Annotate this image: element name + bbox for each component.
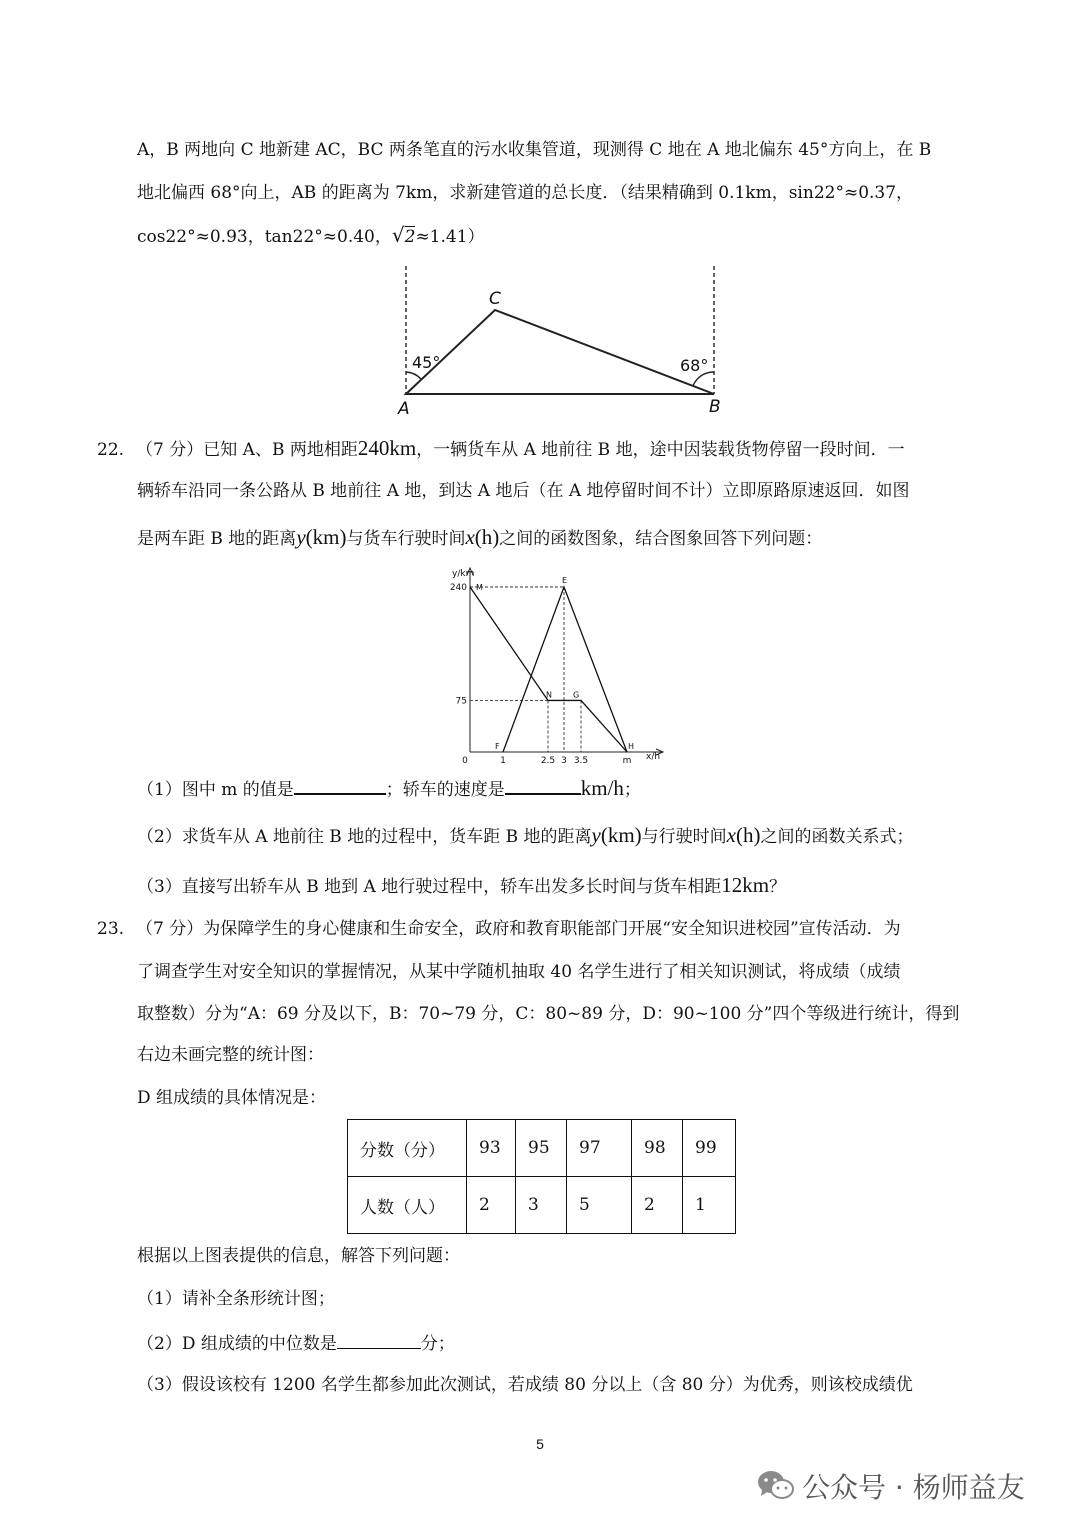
triangle-figure	[395, 262, 725, 422]
table-header-score: 分数（分）	[348, 1120, 467, 1177]
q21-line-2: 地北偏西 68°向上，AB 的距离为 7km，求新建管道的总长度．（结果精确到 0.1km，sin22°≈0.37，	[137, 183, 914, 203]
table-row-scores	[348, 1120, 736, 1177]
series-line-car	[470, 587, 627, 752]
chart-ylabel: y/km	[452, 569, 475, 579]
q22-number: 22.	[97, 440, 125, 460]
x-tick-label: 2.5	[540, 756, 556, 763]
q22-distance: 240km	[357, 436, 417, 460]
q22-intro-cont: ，一辆货车从 A 地前往 B 地，途中因装载货物停留一段时间．一	[416, 440, 905, 460]
q23-intro: （7 分）为保障学生的身心健康和生命安全，政府和教育职能部门开展“安全知识进校园”宣传活动．为	[136, 919, 901, 939]
y-tick-label: 75	[455, 696, 467, 707]
q22-part-3	[137, 873, 786, 899]
x-tick-label: 3	[561, 756, 567, 763]
q23-line-3: 取整数）分为“A：69 分及以下，B：70~79 分，C：80~89 分，D：90~100 分”四个等级进行统计，得到	[137, 1004, 960, 1024]
table-cell-count: 1	[683, 1177, 736, 1234]
q23-line-1	[97, 917, 901, 941]
table-cell-count: 3	[516, 1177, 567, 1234]
label-a: A	[398, 399, 410, 419]
angle-label-b: 68°	[680, 356, 709, 375]
page-number: 5	[536, 1436, 544, 1452]
q23-part2-end: 分；	[420, 1334, 455, 1354]
x-tick-label: 1	[500, 756, 506, 763]
wechat-footer	[756, 1466, 1025, 1506]
q23-part2-text: （2）D 组成绩的中位数是	[137, 1334, 337, 1354]
q21-trig-values: cos22°≈0.93，tan22°≈0.40，	[137, 227, 392, 247]
distance-time-chart	[440, 563, 670, 763]
q23-prompt: 根据以上图表提供的信息，解答下列问题：	[137, 1246, 460, 1266]
sqrt-approx: ≈1.41）	[415, 227, 485, 247]
sqrt-radicand: 2	[404, 227, 416, 247]
q23-d-intro: D 组成绩的具体情况是：	[137, 1088, 327, 1108]
point-label-h: H	[628, 742, 635, 751]
q22-text-b: 与货车行驶时间	[346, 529, 466, 549]
y-tick-label: 240	[449, 583, 467, 593]
series-line-truck	[503, 587, 627, 752]
point-label-m: M	[476, 583, 483, 592]
table-cell-score: 97	[567, 1120, 632, 1177]
q22-part1-speed: ；轿车的速度是	[385, 780, 505, 800]
table-cell-score: 95	[516, 1120, 567, 1177]
q22-line-3	[137, 525, 822, 551]
q23-number: 23.	[97, 919, 125, 939]
table-header-count: 人数（人）	[348, 1177, 467, 1234]
label-b: B	[709, 397, 721, 417]
angle-arc-a	[406, 372, 421, 379]
q23-part-2	[137, 1330, 455, 1356]
q22-text-a: 是两车距 B 地的距离	[137, 529, 297, 549]
q23-part-3: （3）假设该校有 1200 名学生都参加此次测试，若成绩 80 分以上（含 80 分）为优秀，则该校成绩优	[137, 1375, 913, 1395]
speed-unit: km/h	[580, 776, 624, 800]
q22-part2-text: （2）求货车从 A 地前往 B 地的过程中，货车距 B 地的距离	[137, 827, 592, 847]
part2-y-unit: (km)	[600, 823, 642, 847]
part2-x-unit: (h)	[735, 823, 761, 847]
x-tick-label: 0	[462, 756, 468, 763]
x-tick-label: m	[622, 756, 632, 763]
point-label-f: F	[495, 742, 500, 751]
speed-answer-blank[interactable]	[505, 775, 581, 795]
q22-line-1	[97, 436, 905, 462]
sqrt-symbol: √	[391, 223, 405, 247]
triangle-abc	[406, 310, 714, 394]
m-answer-blank[interactable]	[294, 775, 386, 795]
d-group-table	[347, 1119, 736, 1234]
point-label-n: N	[546, 690, 552, 700]
table-cell-count: 5	[567, 1177, 632, 1234]
median-answer-blank[interactable]	[337, 1330, 421, 1349]
y-unit: (km)	[305, 525, 347, 549]
q21-line-1: A，B 两地向 C 地新建 AC，BC 两条笔直的污水收集管道，现测得 C 地在 A 地北偏东 45°方向上，在 B	[137, 140, 932, 160]
point-label-e: E	[562, 576, 568, 585]
q22-intro: （7 分）已知 A、B 两地相距	[136, 440, 358, 460]
footer-text: 公众号 · 杨师益友	[802, 1471, 1025, 1504]
x-variable: x	[465, 525, 475, 549]
table-cell-count: 2	[632, 1177, 683, 1234]
table-row-counts	[348, 1177, 736, 1234]
table-cell-score: 98	[632, 1120, 683, 1177]
q22-line-2: 辆轿车沿同一条公路从 B 地前往 A 地，到达 A 地后（在 A 地停留时间不计）立即原路原速返回．如图	[137, 481, 910, 501]
q22-part2-end: 之间的函数关系式；	[760, 827, 914, 847]
q21-line-3	[137, 223, 485, 249]
q22-part3-end: ？	[769, 877, 787, 897]
q23-line-2: 了调查学生对安全知识的掌握情况，从某中学随机抽取 40 名学生进行了相关知识测试，将成绩（成绩	[137, 962, 901, 982]
y-variable: y	[296, 525, 306, 549]
q22-part-2	[137, 823, 913, 849]
part2-x-variable: x	[726, 823, 736, 847]
table-cell-score: 99	[683, 1120, 736, 1177]
chart-xlabel: x/h	[646, 752, 661, 762]
angle-label-a: 45°	[412, 353, 441, 372]
q22-text-c: 之间的函数图象，结合图象回答下列问题：	[499, 529, 823, 549]
x-unit: (h)	[474, 525, 500, 549]
q22-part3-text: （3）直接写出轿车从 B 地到 A 地行驶过程中，轿车出发多长时间与货车相距	[137, 877, 722, 897]
q22-part1-end: ；	[623, 780, 641, 800]
q23-part-1: （1）请补全条形统计图；	[137, 1289, 335, 1309]
q23-line-4: 右边未画完整的统计图：	[137, 1045, 324, 1065]
part2-y-variable: y	[591, 823, 601, 847]
x-tick-label: 3.5	[573, 756, 589, 763]
table-cell-score: 93	[467, 1120, 516, 1177]
q22-part-1	[137, 775, 641, 802]
gap-distance: 12km	[721, 873, 770, 897]
q22-part1-text: （1）图中 m 的值是	[137, 780, 294, 800]
point-label-g: G	[573, 690, 580, 700]
label-c: C	[489, 289, 501, 309]
wechat-icon	[756, 1469, 796, 1503]
q22-part2-mid: 与行驶时间	[641, 827, 727, 847]
table-cell-count: 2	[467, 1177, 516, 1234]
